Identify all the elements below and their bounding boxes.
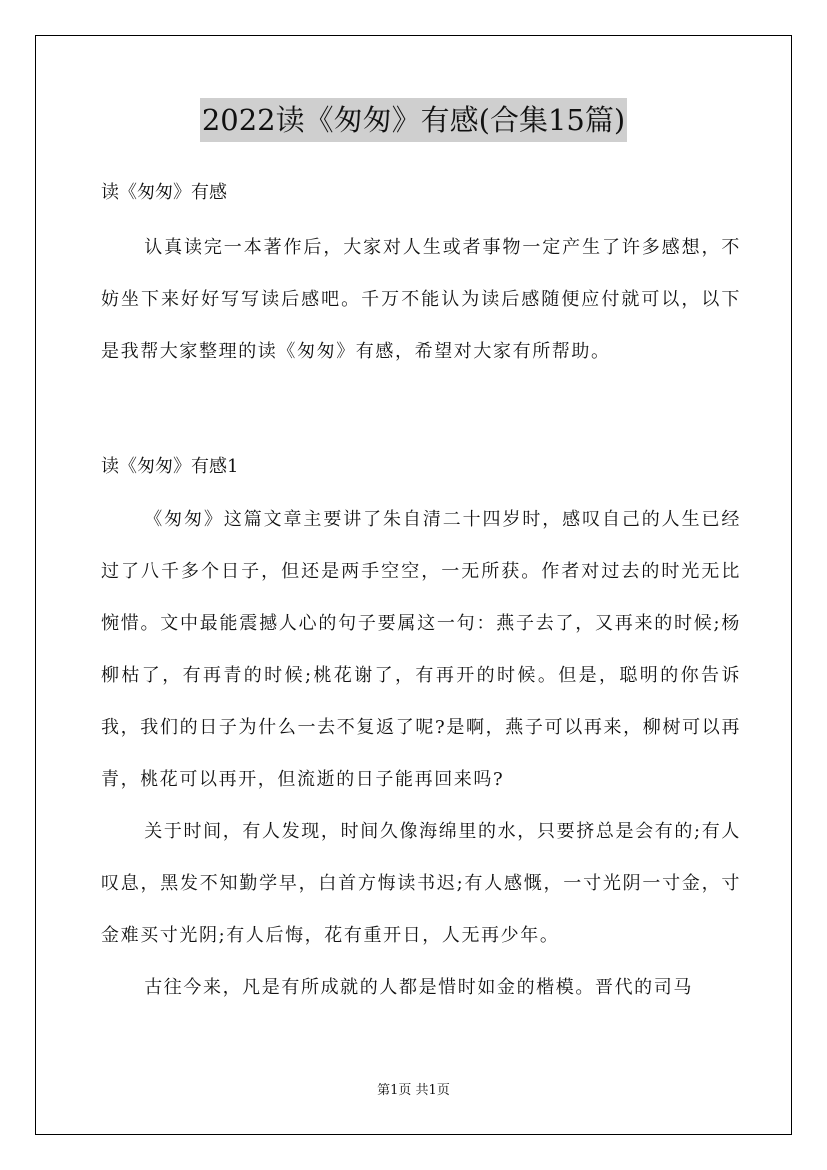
- section-1-heading: 读《匆匆》有感1: [101, 456, 239, 477]
- title-container: [0, 98, 827, 142]
- intro-heading: 读《匆匆》有感: [101, 182, 227, 203]
- section-1-paragraph: 关于时间，有人发现，时间久像海绵里的水，只要挤总是会有的;有人叹息，黑发不知勤学早，白首方悔读书迟;有人感慨，一寸光阴一寸金，寸金难买寸光阴;有人后悔，花有重开日，人无再少年。: [101, 821, 741, 946]
- document-title: 2022读《匆匆》有感(合集15篇): [200, 98, 627, 142]
- section-1-paragraph: 《匆匆》这篇文章主要讲了朱自清二十四岁时，感叹自己的人生已经过了八千多个日子，但还是两手空空，一无所获。作者对过去的时光无比惋惜。文中最能震撼人心的句子要属这一句：燕子去了，又再来的时候;杨柳枯了，有再青的时候;桃花谢了，有再开的时候。但是，聪明的你告诉我，我们的日子为什么一去不复返了呢?是啊，燕子可以再来，柳树可以再青，桃花可以再开，但流逝的日子能再回来吗?: [101, 509, 741, 790]
- section-1-paragraph: 古往今来，凡是有所成就的人都是惜时如金的楷模。晋代的司马: [144, 977, 693, 998]
- page-footer: 第1页 共1页: [377, 1083, 450, 1098]
- intro-paragraph: 认真读完一本著作后，大家对人生或者事物一定产生了许多感想，不妨坐下来好好写写读后感吧。千万不能认为读后感随便应付就可以，以下是我帮大家整理的读《匆匆》有感，希望对大家有所帮助。: [101, 237, 741, 362]
